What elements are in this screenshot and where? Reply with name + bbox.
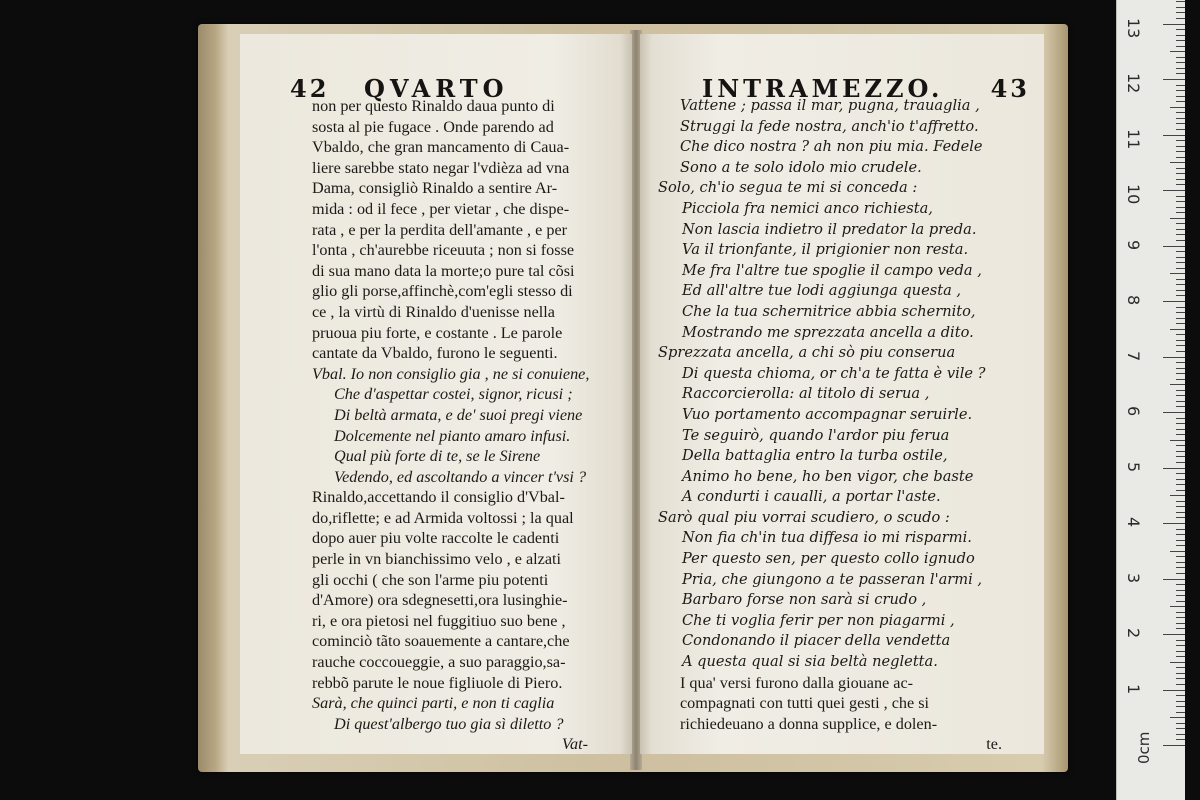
ruler-tick	[1176, 678, 1185, 679]
ruler-tick	[1176, 418, 1185, 419]
ruler-tick	[1176, 429, 1185, 430]
ruler-tick	[1176, 262, 1185, 263]
ruler-tick	[1170, 329, 1185, 330]
text-line: dopo auer piu volte raccolte le cadenti	[312, 529, 560, 548]
ruler-tick	[1176, 368, 1185, 369]
ruler-tick	[1170, 51, 1185, 52]
ruler-tick	[1176, 279, 1185, 280]
ruler-tick	[1176, 501, 1185, 502]
text-line: Vuo portamento accompagnar seruirle.	[682, 405, 973, 423]
ruler-tick	[1170, 218, 1185, 219]
ruler-tick	[1176, 390, 1185, 391]
text-line: compagnati con tutti quei gesti , che si	[680, 694, 930, 713]
text-line: Sono a te solo idolo mio crudele.	[680, 158, 922, 176]
ruler-tick	[1176, 556, 1185, 557]
ruler-tick	[1176, 295, 1185, 296]
text-line: ce , la virtù di Rinaldo d'uenisse nella	[312, 302, 555, 321]
ruler-tick	[1170, 717, 1185, 718]
ruler-tick	[1176, 68, 1185, 69]
text-line: Struggi la fede nostra, anch'io t'affretto.	[680, 117, 979, 135]
ruler-tick	[1170, 384, 1185, 385]
text-block	[312, 96, 624, 755]
text-line: Non lascia indietro il predator la preda.	[682, 220, 977, 238]
ruler-number: 9	[1124, 239, 1143, 250]
ruler-number: 13	[1124, 17, 1143, 38]
ruler-tick	[1176, 462, 1185, 463]
ruler-tick	[1176, 451, 1185, 452]
text-line: Dama, consigliò Rinaldo a sentire Ar-	[312, 179, 558, 198]
ruler-tick	[1176, 584, 1185, 585]
ruler-tick	[1176, 268, 1185, 269]
ruler-tick	[1176, 379, 1185, 380]
text-line: ri, e ora pietosi nel fuggitiuo suo bene ,	[312, 611, 566, 630]
text-line: Raccorcierolla: al titolo di serua ,	[682, 385, 930, 403]
ruler-tick	[1163, 634, 1185, 635]
ruler-tick	[1176, 18, 1185, 19]
text-line: Picciola fra nemici anco richiesta,	[682, 199, 933, 217]
ruler-tick	[1176, 479, 1185, 480]
ruler-tick	[1176, 434, 1185, 435]
text-line: mida : od il fece , per vietar , che dispe-	[312, 199, 570, 218]
ruler-tick	[1163, 523, 1185, 524]
ruler-tick	[1176, 473, 1185, 474]
ruler-tick	[1176, 612, 1185, 613]
ruler-tick	[1176, 196, 1185, 197]
ruler-tick	[1176, 40, 1185, 41]
text-line: A questa qual si sia beltà negletta.	[682, 653, 938, 671]
text-line: Sarà, che quinci parti, e non ti caglia	[312, 694, 555, 713]
ruler-tick	[1176, 573, 1185, 574]
text-line: di sua mano data la morte;o pure tal cõsi	[312, 261, 575, 280]
ruler-tick	[1170, 107, 1185, 108]
text-line: Vedendo, ed ascoltando a vincer t'vsi ?	[334, 467, 587, 486]
text-line: Vat-	[561, 735, 588, 754]
ruler-tick	[1176, 85, 1185, 86]
ruler-tick	[1176, 101, 1185, 102]
ruler-number: 8	[1124, 295, 1143, 306]
ruler-tick	[1163, 579, 1185, 580]
ruler-tick	[1176, 234, 1185, 235]
text-line: Mostrando me sprezzata ancella a dito.	[682, 323, 974, 341]
ruler-number: 12	[1124, 73, 1143, 94]
ruler-tick	[1176, 601, 1185, 602]
ruler-tick	[1170, 495, 1185, 496]
ruler-tick	[1176, 712, 1185, 713]
ruler-tick	[1176, 312, 1185, 313]
ruler-tick	[1176, 562, 1185, 563]
ruler-number: 1	[1124, 683, 1143, 694]
right-page	[640, 34, 1044, 754]
ruler-tick	[1176, 706, 1185, 707]
ruler-tick	[1176, 395, 1185, 396]
measurement-ruler	[1116, 0, 1185, 800]
ruler-tick	[1176, 484, 1185, 485]
ruler-tick	[1176, 229, 1185, 230]
ruler-tick	[1176, 640, 1185, 641]
ruler-number: 5	[1124, 461, 1143, 472]
ruler-tick	[1176, 62, 1185, 63]
ruler-tick	[1176, 373, 1185, 374]
ruler-tick	[1176, 12, 1185, 13]
text-line: Condonando il piacer della vendetta	[682, 632, 951, 650]
text-line: d'Amore) ora sdegnesetti,ora lusinghie-	[312, 591, 568, 610]
ruler-tick	[1176, 423, 1185, 424]
ruler-tick	[1170, 662, 1185, 663]
text-line: perle in vn bianchissimo velo , e alzati	[312, 550, 562, 569]
text-line: Te seguirò, quando l'ardor piu ferua	[682, 426, 950, 444]
text-line: gli occhi ( che son l'arme piu potenti	[312, 570, 549, 589]
text-line: Pria, che giungono a te passeran l'armi ,	[682, 570, 983, 588]
ruler-tick	[1176, 739, 1185, 740]
text-line: rata , e per la perdita dell'amante , e per	[312, 220, 568, 239]
ruler-tick	[1176, 173, 1185, 174]
text-line: Di quest'albergo tuo gia sì diletto ?	[334, 714, 564, 733]
ruler-number: 2	[1124, 628, 1143, 639]
ruler-tick	[1176, 695, 1185, 696]
text-line: Della battaglia entro la turba ostile,	[682, 447, 948, 465]
text-line: Solo, ch'io segua te mi si conceda :	[658, 179, 918, 197]
ruler-tick	[1176, 673, 1185, 674]
ruler-tick	[1163, 79, 1185, 80]
ruler-tick	[1176, 73, 1185, 74]
ruler-tick	[1176, 240, 1185, 241]
ruler-tick	[1176, 701, 1185, 702]
ruler-tick	[1176, 517, 1185, 518]
ruler-tick	[1176, 656, 1185, 657]
ruler-tick	[1176, 1, 1185, 2]
text-line: Va il trionfante, il prigionier non resta.	[682, 241, 969, 259]
text-line: Vbal. Io non consiglio gia , ne si conuiene,	[312, 364, 590, 383]
text-line: Che d'aspettar costei, signor, ricusi ;	[334, 385, 573, 404]
ruler-number: 11	[1124, 128, 1143, 149]
ruler-tick	[1176, 456, 1185, 457]
text-line: cominciò tãto soauemente a cantare,che	[312, 632, 570, 651]
ruler-unit: 0cm	[1135, 731, 1153, 764]
ruler-tick	[1176, 29, 1185, 30]
ruler-tick	[1176, 728, 1185, 729]
ruler-tick	[1163, 301, 1185, 302]
ruler-tick	[1176, 223, 1185, 224]
ruler-tick	[1163, 745, 1185, 746]
ruler-tick	[1176, 157, 1185, 158]
ruler-tick	[1176, 140, 1185, 141]
ruler-tick	[1163, 690, 1185, 691]
ruler-number: 10	[1124, 184, 1143, 205]
ruler-tick	[1176, 35, 1185, 36]
text-line: pruoua piu forte, e costante . Le parole	[312, 323, 563, 342]
text-line: cantate da Vbaldo, furono le seguenti.	[312, 344, 558, 363]
text-line: A condurti i caualli, a portar l'aste.	[682, 488, 941, 506]
ruler-tick	[1176, 623, 1185, 624]
text-line: I qua' versi furono dalla giouane ac-	[680, 673, 914, 692]
ruler-tick	[1176, 345, 1185, 346]
ruler-tick	[1176, 595, 1185, 596]
text-line: Qual più forte di te, se le Sirene	[334, 447, 541, 466]
text-line: rauche coccoueggie, a suo paraggio,sa-	[312, 653, 566, 672]
text-line: Me fra l'altre tue spoglie il campo veda ,	[682, 261, 982, 279]
ruler-tick	[1176, 212, 1185, 213]
ruler-tick	[1163, 24, 1185, 25]
ruler-tick	[1176, 201, 1185, 202]
ruler-tick	[1170, 162, 1185, 163]
ruler-tick	[1176, 184, 1185, 185]
text-line: Per questo sen, per questo collo ignudo	[682, 550, 975, 568]
ruler-tick	[1176, 628, 1185, 629]
left-page	[240, 34, 632, 754]
ruler-tick	[1170, 551, 1185, 552]
ruler-tick	[1176, 506, 1185, 507]
ruler-tick	[1176, 567, 1185, 568]
ruler-tick	[1176, 406, 1185, 407]
ruler-tick	[1176, 57, 1185, 58]
text-line: Sprezzata ancella, a chi sò piu conserua	[658, 344, 956, 362]
text-line: Di beltà armata, e de' suoi pregi viene	[334, 405, 583, 424]
ruler-tick	[1176, 129, 1185, 130]
ruler-tick	[1170, 606, 1185, 607]
ruler-tick	[1176, 684, 1185, 685]
ruler-number: 6	[1124, 406, 1143, 417]
text-line: Che la tua schernitrice abbia schernito,	[682, 302, 976, 320]
text-line: Vattene ; passa il mar, pugna, trauaglia ,	[680, 97, 980, 114]
ruler-number: 3	[1124, 572, 1143, 583]
text-line: liere sarebbe stato negar l'vdièza ad vna	[312, 158, 570, 177]
ruler-tick	[1176, 46, 1185, 47]
text-line: glio gli porse,affinchè,com'egli stesso di	[312, 282, 573, 301]
ruler-tick	[1176, 667, 1185, 668]
ruler-tick	[1176, 90, 1185, 91]
ruler-tick	[1176, 445, 1185, 446]
ruler-tick	[1176, 490, 1185, 491]
text-line: te.	[986, 735, 1002, 754]
ruler-tick	[1176, 207, 1185, 208]
running-title: INTRAMEZZO.	[702, 74, 944, 103]
ruler-tick	[1176, 540, 1185, 541]
text-line: Animo ho bene, ho ben vigor, che baste	[682, 467, 974, 485]
text-line: Non fia ch'in tua diffesa io mi risparmi.	[682, 529, 972, 547]
ruler-tick	[1176, 545, 1185, 546]
ruler-tick	[1176, 362, 1185, 363]
text-line: Sarò qual piu vorrai scudiero, o scudo :	[658, 508, 950, 526]
ruler-tick	[1176, 512, 1185, 513]
ruler-tick	[1176, 307, 1185, 308]
ruler-tick	[1176, 112, 1185, 113]
ruler-tick	[1170, 440, 1185, 441]
ruler-tick	[1163, 412, 1185, 413]
ruler-tick	[1176, 401, 1185, 402]
text-line: Che dico nostra ? ah non piu mia. Fedele	[680, 138, 983, 156]
ruler-tick	[1176, 96, 1185, 97]
ruler-tick	[1176, 590, 1185, 591]
ruler-tick	[1176, 617, 1185, 618]
text-line: Barbaro forse non sarà si crudo ,	[682, 591, 927, 609]
page-number: 43	[990, 74, 1030, 103]
text-line: sosta al pie fugace . Onde parendo ad	[312, 117, 554, 136]
ruler-tick	[1163, 468, 1185, 469]
text-line: richiedeuano a donna supplice, e dolen-	[680, 714, 938, 733]
ruler-tick	[1176, 323, 1185, 324]
ruler-tick	[1176, 168, 1185, 169]
ruler-tick	[1176, 146, 1185, 147]
running-title: QVARTO	[364, 74, 509, 103]
text-line: l'onta , ch'aurebbe riceuuta ; non si fosse	[312, 241, 575, 260]
ruler-number: 7	[1124, 350, 1143, 361]
ruler-tick	[1176, 645, 1185, 646]
page-number: 42	[290, 74, 330, 103]
text-block	[658, 96, 1038, 755]
text-line: Vbaldo, che gran mancamento di Caua-	[312, 138, 570, 157]
ruler-tick	[1176, 723, 1185, 724]
ruler-tick	[1163, 135, 1185, 136]
text-line: non per questo Rinaldo daua punto di	[312, 97, 555, 115]
ruler-tick	[1176, 118, 1185, 119]
ruler-tick	[1176, 334, 1185, 335]
text-line: Rinaldo,accettando il consiglio d'Vbal-	[312, 488, 565, 507]
text-line: Dolcemente nel pianto amaro infusi.	[334, 426, 571, 445]
ruler-tick	[1176, 7, 1185, 8]
ruler-tick	[1170, 273, 1185, 274]
ruler-tick	[1176, 318, 1185, 319]
ruler-tick	[1176, 534, 1185, 535]
ruler-tick	[1163, 357, 1185, 358]
text-line: do,riflette; e ad Armida voltossi ; la qual	[312, 508, 574, 527]
ruler-tick	[1176, 257, 1185, 258]
ruler-tick	[1176, 340, 1185, 341]
ruler-tick	[1176, 123, 1185, 124]
ruler-tick	[1176, 734, 1185, 735]
text-line: Di questa chioma, or ch'a te fatta è vile ?	[682, 364, 986, 382]
ruler-tick	[1176, 351, 1185, 352]
ruler-number: 4	[1124, 517, 1143, 528]
ruler-tick	[1176, 251, 1185, 252]
ruler-tick	[1163, 190, 1185, 191]
ruler-tick	[1176, 284, 1185, 285]
text-line: Ed all'altre tue lodi aggiunga questa ,	[682, 282, 962, 300]
text-line: Che ti voglia ferir per non piagarmi ,	[682, 611, 955, 629]
ruler-tick	[1176, 151, 1185, 152]
ruler-tick	[1176, 179, 1185, 180]
ruler-tick	[1163, 246, 1185, 247]
ruler-tick	[1176, 290, 1185, 291]
text-line: rebbõ parute le noue figliuole di Piero.	[312, 673, 563, 692]
ruler-tick	[1176, 651, 1185, 652]
ruler-tick	[1176, 529, 1185, 530]
